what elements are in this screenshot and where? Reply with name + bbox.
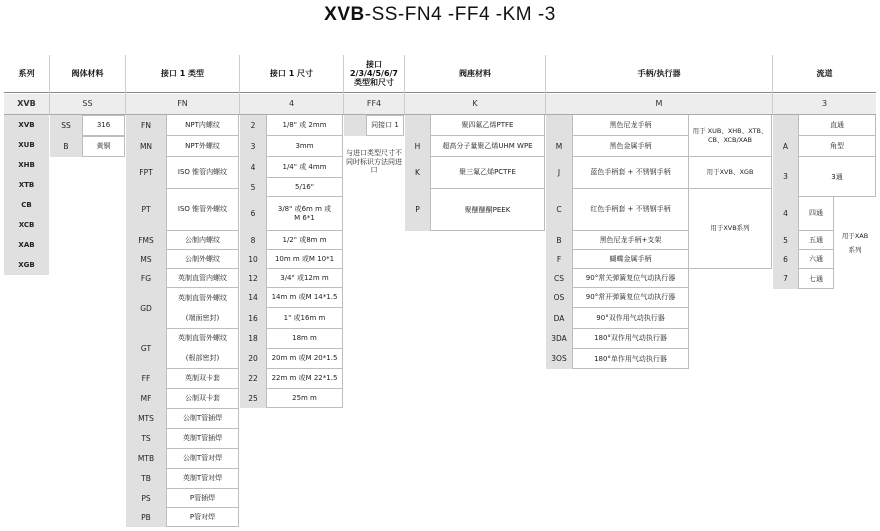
header-port-n-line3: 类型和尺寸 xyxy=(354,78,394,88)
port1-type-code: PS xyxy=(141,493,151,503)
series-item: XGB xyxy=(18,260,35,269)
handle-code: M xyxy=(555,141,563,151)
flow-code: 7 xyxy=(783,274,788,284)
port1-size-desc: 10m m 或M 10*1 xyxy=(266,250,343,269)
handle-desc: 红色手柄套 + 不锈钢手柄 xyxy=(572,189,689,231)
port1-type-desc-line: (根部密封) xyxy=(185,353,220,362)
header-port-n-line1: 接口 xyxy=(366,59,382,69)
series-item: XAB xyxy=(18,240,35,249)
port1-size-desc: 3/4" 或12m m xyxy=(266,269,343,288)
header-port1-type: 接口 1 类型 xyxy=(160,68,205,78)
port1-type-code: GD xyxy=(140,303,152,313)
port1-size-desc: 20m m 或M 20*1.5 xyxy=(266,349,343,369)
port1-size-desc: 25m m xyxy=(292,394,317,403)
title-rest: -SS-FN4 -FF4 -KM -3 xyxy=(364,4,556,25)
selected-flow: 3 xyxy=(773,94,876,114)
port1-size-desc: 1" 或16m m xyxy=(266,308,343,329)
handle-code xyxy=(546,115,572,136)
body-code: B xyxy=(50,136,82,157)
flow-code: 5 xyxy=(783,235,788,245)
selected-body: SS xyxy=(50,94,125,114)
port1-type-code: GT xyxy=(140,344,152,354)
series-item: XUB xyxy=(18,140,35,149)
body-code: SS xyxy=(50,115,82,136)
port1-size-code: 8 xyxy=(250,235,256,245)
handle-desc: 90°常关弹簧复位气动执行器 xyxy=(572,269,689,288)
seat-desc: 聚醚醚酮PEEK xyxy=(464,205,511,214)
port1-size-code: 14 xyxy=(248,293,258,303)
handle-desc: 90°双作用气动执行器 xyxy=(572,308,689,329)
handle-code: 3OS xyxy=(551,354,567,364)
port1-size-code: 4 xyxy=(250,162,256,172)
port1-size-code: 12 xyxy=(248,273,258,283)
port1-type-desc: P管插焊 xyxy=(166,489,239,508)
flow-desc: 四通 xyxy=(798,197,834,231)
handle-desc: 180°单作用气动执行器 xyxy=(594,354,667,363)
handle-code: DA xyxy=(553,313,565,323)
handle-desc: 黑色尼龙手柄+支架 xyxy=(572,231,689,250)
seat-code: H xyxy=(414,141,421,151)
port1-type-desc-line: (端面密封) xyxy=(185,313,220,322)
port1-size-code: 2 xyxy=(250,120,256,130)
seat-desc: 超高分子量聚乙烯UHM WPE xyxy=(430,136,545,157)
port1-size-desc: 18m m xyxy=(266,329,343,349)
handle-desc: 蝴蝶金属手柄 xyxy=(572,250,689,269)
title-prefix: XVB xyxy=(324,4,365,25)
flow-note-line: 用于XAB xyxy=(841,231,869,240)
handle-code: B xyxy=(556,235,562,245)
port-n-code-bg xyxy=(344,115,366,136)
port1-type-code: MTB xyxy=(137,454,155,464)
header-flow: 流道 xyxy=(816,68,833,78)
series-item: XTB xyxy=(18,180,35,189)
port1-type-code: PB xyxy=(141,512,151,522)
port1-type-desc: 英制直管内螺纹 xyxy=(166,269,239,288)
port1-type-desc: ISO 锥管内螺纹 xyxy=(166,157,239,189)
port1-size-code: 10 xyxy=(248,254,258,264)
selected-seat: K xyxy=(405,94,545,114)
port1-type-desc-line: 英制直管外螺纹 xyxy=(178,293,227,302)
port1-type-code: FN xyxy=(141,120,151,130)
handle-note-c: 用于XVB系列 xyxy=(689,189,772,269)
port1-size-desc-line: M 6*1 xyxy=(294,213,315,222)
port1-type-code: TB xyxy=(141,474,151,484)
series-item: XCB xyxy=(18,220,35,229)
header-port-n xyxy=(344,55,404,92)
handle-code: 3DA xyxy=(551,334,567,344)
seat-code xyxy=(405,115,430,136)
port1-type-desc: NPT内螺纹 xyxy=(166,115,239,136)
port1-size-code: 5 xyxy=(250,182,256,192)
flow-code: 3 xyxy=(783,172,788,182)
handle-code: J xyxy=(557,168,561,178)
port1-type-desc: 公制双卡套 xyxy=(166,389,239,409)
flow-note xyxy=(834,197,876,289)
port1-size-code: 3 xyxy=(250,141,256,151)
handle-note-a: 用于 XUB、XHB、XTB、CB、XCB/XAB xyxy=(689,115,772,157)
header-handle: 手柄/执行器 xyxy=(637,68,681,78)
handle-code: CS xyxy=(554,273,564,283)
body-desc: 黄铜 xyxy=(82,136,125,157)
header-port1-size: 接口 1 尺寸 xyxy=(269,68,314,78)
handle-code: OS xyxy=(553,293,565,303)
port1-type-code: TS xyxy=(141,434,151,444)
flow-desc: 3通 xyxy=(831,172,843,181)
port1-type-desc: 英制T管插焊 xyxy=(166,429,239,449)
port1-type-code: FG xyxy=(140,273,152,283)
seat-code: P xyxy=(415,205,420,215)
port1-size-code: 18 xyxy=(248,334,258,344)
port1-type-code: MS xyxy=(140,254,152,264)
port1-type-desc: 公制T管插焊 xyxy=(166,409,239,429)
port1-size-code: 22 xyxy=(248,374,258,384)
seat-desc: 聚三氟乙烯PCTFE xyxy=(430,157,545,189)
port1-size-code: 25 xyxy=(248,393,258,403)
header-rule xyxy=(4,92,876,93)
selected-port1-size: 4 xyxy=(240,94,343,114)
part-number-title xyxy=(0,4,880,26)
selected-series: XVB xyxy=(4,94,49,114)
header-port-n-line2: 2/3/4/5/6/7 xyxy=(349,68,398,78)
header-seat-material: 阀座材料 xyxy=(459,68,491,78)
port1-type-desc: 公制内螺纹 xyxy=(166,231,239,250)
port1-size-desc: 14m m 或M 14*1.5 xyxy=(266,288,343,308)
port1-type-desc-line: 英制直管外螺纹 xyxy=(178,334,227,343)
port1-type-desc: 公制T管对焊 xyxy=(166,449,239,469)
selected-port-n: FF4 xyxy=(344,94,404,114)
port1-type-code: MTS xyxy=(138,414,154,424)
header-series: 系列 xyxy=(18,68,35,78)
flow-code xyxy=(773,115,798,136)
port1-type-desc: 英制T管对焊 xyxy=(166,469,239,489)
flow-desc: 直通 xyxy=(798,115,876,136)
handle-desc: 黑色金属手柄 xyxy=(572,136,689,157)
handle-desc: 90°常开弹簧复位气动执行器 xyxy=(572,288,689,308)
port1-type-desc: 公制外螺纹 xyxy=(166,250,239,269)
series-item: CB xyxy=(21,200,32,209)
port1-size-desc: 3mm xyxy=(266,136,343,157)
port1-type-code: PT xyxy=(141,205,151,215)
handle-code: C xyxy=(556,205,562,215)
port-n-same: 同接口 1 xyxy=(366,115,404,136)
port1-size-desc: 5/16" xyxy=(266,178,343,197)
port1-type-desc: 英制双卡套 xyxy=(166,369,239,389)
port1-type-desc xyxy=(166,288,239,329)
flow-desc: 六通 xyxy=(798,250,834,269)
flow-desc: 角型 xyxy=(798,136,876,157)
series-item: XHB xyxy=(18,160,35,169)
port1-size-desc: 1/4" 或 4mm xyxy=(266,157,343,178)
port1-type-code: MF xyxy=(140,394,152,404)
port1-type-code: FF xyxy=(141,374,151,384)
port1-size-desc xyxy=(266,197,343,231)
port1-size-code: 20 xyxy=(248,354,258,364)
flow-code: 4 xyxy=(783,209,788,219)
seat-code: K xyxy=(415,168,420,178)
header-body-material: 阀体材料 xyxy=(71,68,104,78)
port1-type-desc: P管对焊 xyxy=(189,513,216,522)
series-item: XVB xyxy=(18,120,35,129)
port-n-note: 与进口类型尺寸不同时标识方法同进口 xyxy=(346,148,402,175)
flow-note-line: 系列 xyxy=(848,246,862,254)
flow-code: 6 xyxy=(783,254,788,264)
port1-size-code: 16 xyxy=(248,313,258,323)
port1-type-code: FPT xyxy=(139,168,153,178)
port1-type-desc: ISO 锥管外螺纹 xyxy=(166,189,239,231)
handle-desc: 180°双作用气动执行器 xyxy=(572,329,689,349)
body-desc: 316 xyxy=(82,115,125,136)
handle-desc: 蓝色手柄套 + 不锈钢手柄 xyxy=(572,157,689,189)
port1-type-code: MN xyxy=(139,141,153,151)
handle-code: F xyxy=(556,254,562,264)
selected-port1-type: FN xyxy=(126,94,239,114)
handle-desc: 黑色尼龙手柄 xyxy=(572,115,689,136)
port1-size-desc: 1/8" 或 2mm xyxy=(266,115,343,136)
seat-desc: 聚四氟乙烯PTFE xyxy=(430,115,545,136)
handle-note-b: 用于XVB、XGB xyxy=(689,157,772,189)
port1-size-desc: 22m m 或M 22*1.5 xyxy=(266,369,343,389)
selected-handle: M xyxy=(546,94,772,114)
flow-desc: 七通 xyxy=(809,274,823,283)
port1-size-desc: 1/2" 或8m m xyxy=(266,231,343,250)
port1-type-desc xyxy=(166,329,239,369)
port1-type-desc: NPT外螺纹 xyxy=(166,136,239,157)
port1-size-code: 6 xyxy=(250,209,256,219)
port1-type-code: FMS xyxy=(138,235,154,245)
port1-size-desc-line: 3/8" 或6m m 或 xyxy=(277,204,332,213)
flow-code: A xyxy=(782,141,789,151)
flow-desc: 五通 xyxy=(798,231,834,250)
